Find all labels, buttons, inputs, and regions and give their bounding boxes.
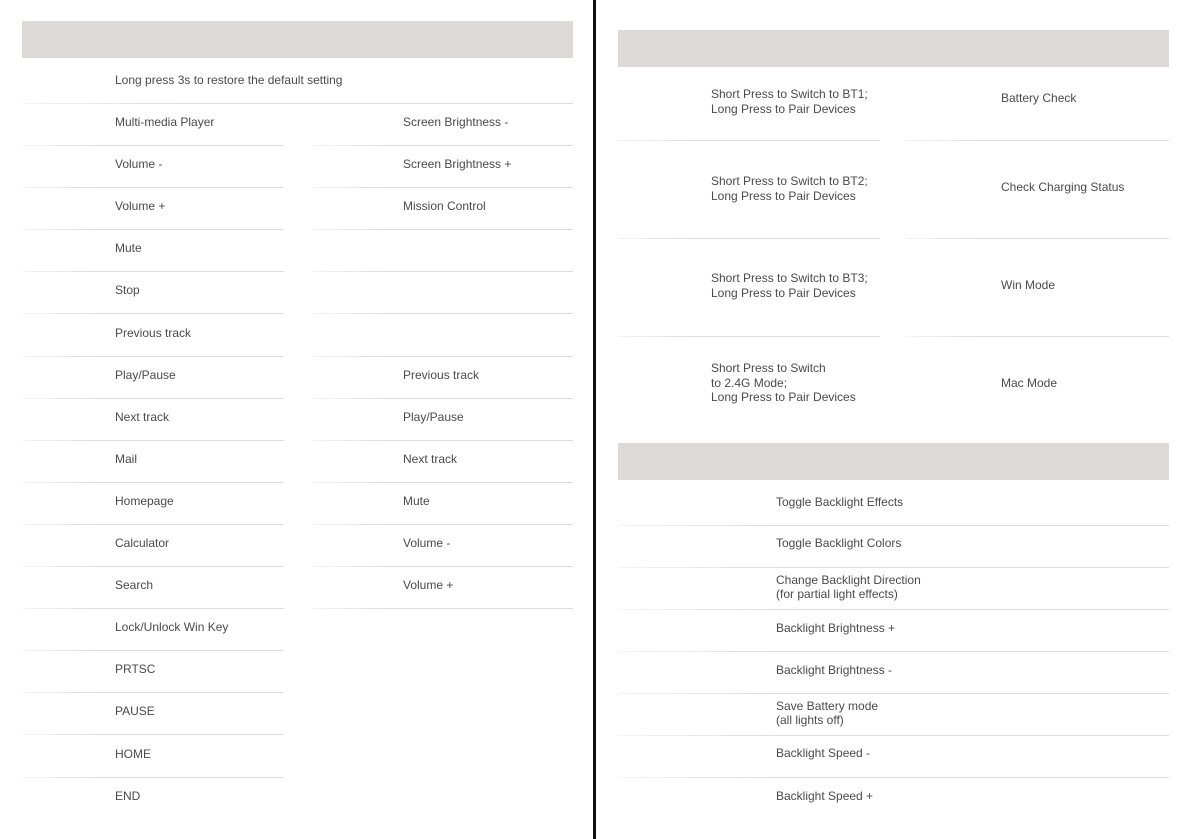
reset-note: Long press 3s to restore the default setting xyxy=(115,73,343,87)
row-divider xyxy=(906,140,1169,141)
connection-action-text: Long Press to Pair Devices xyxy=(711,390,856,404)
left-col1-label: PRTSC xyxy=(115,662,156,677)
connection-action-text: Short Press to Switch xyxy=(711,361,826,375)
connection-header-band xyxy=(618,30,1169,67)
left-col1-label: Volume - xyxy=(115,157,163,172)
row-divider xyxy=(312,271,573,272)
row-divider xyxy=(312,187,573,188)
left-col1-label: Mute xyxy=(115,241,142,256)
row-divider xyxy=(618,651,1169,652)
row-divider xyxy=(312,566,573,567)
row-divider xyxy=(618,693,1169,694)
connection-action-text: Short Press to Switch to BT2; xyxy=(711,174,868,188)
row-divider xyxy=(906,336,1169,337)
connection-action-text: Long Press to Pair Devices xyxy=(711,101,856,116)
row-divider xyxy=(22,524,284,525)
row-divider xyxy=(618,238,880,239)
row-divider xyxy=(22,229,284,230)
row-divider xyxy=(22,777,284,778)
row-divider xyxy=(618,609,1169,610)
backlight-function-text: Backlight Brightness - xyxy=(776,663,893,677)
row-divider xyxy=(618,140,880,141)
backlight-function-text: (for partial light effects) xyxy=(776,587,898,601)
connection-function-text: Mac Mode xyxy=(1001,376,1058,390)
connection-action-text: Long Press to Pair Devices xyxy=(711,188,856,203)
row-divider xyxy=(22,187,284,188)
connection-action-text: to 2.4G Mode; xyxy=(711,375,788,390)
row-divider xyxy=(618,336,880,337)
row-divider xyxy=(22,313,284,314)
backlight-function-text: Save Battery mode xyxy=(776,699,879,713)
left-col2-label: Mute xyxy=(403,493,430,508)
backlight-function-text: Toggle Backlight Colors xyxy=(776,536,902,550)
left-col1-label: Volume + xyxy=(115,199,166,214)
left-col2-label: Screen Brightness - xyxy=(403,115,509,129)
row-divider xyxy=(312,524,573,525)
left-col1-label: Lock/Unlock Win Key xyxy=(115,620,229,635)
left-col2-label: Screen Brightness + xyxy=(403,157,512,172)
row-divider xyxy=(312,608,573,609)
row-divider xyxy=(312,356,573,357)
left-col1-label: Next track xyxy=(115,409,170,424)
connection-function-text: Battery Check xyxy=(1001,91,1077,105)
left-col1-label: Calculator xyxy=(115,536,170,550)
left-col2-label: Volume + xyxy=(403,578,454,593)
backlight-function-text: (all lights off) xyxy=(776,713,844,727)
connection-action-text: Short Press to Switch to BT1; xyxy=(711,87,868,101)
page-divider xyxy=(593,0,596,839)
row-divider xyxy=(22,271,284,272)
left-col2-label: Play/Pause xyxy=(403,409,464,424)
left-col1-label: END xyxy=(115,788,141,803)
row-divider xyxy=(22,482,284,483)
backlight-function-text: Backlight Speed - xyxy=(776,746,871,760)
row-divider xyxy=(312,482,573,483)
row-divider xyxy=(22,356,284,357)
left-col1-label: Search xyxy=(115,578,154,593)
left-col1-label: Multi-media Player xyxy=(115,115,215,129)
backlight-function-text: Backlight Speed + xyxy=(776,789,874,803)
row-divider xyxy=(312,313,573,314)
backlight-function-text: Backlight Brightness + xyxy=(776,621,896,635)
left-col2-label: Volume - xyxy=(403,536,451,550)
connection-action-text: Long Press to Pair Devices xyxy=(711,285,856,300)
left-col1-label: Play/Pause xyxy=(115,367,176,382)
row-divider xyxy=(22,440,284,441)
backlight-function-text: Change Backlight Direction xyxy=(776,573,921,587)
backlight-function-text: Toggle Backlight Effects xyxy=(776,495,904,509)
row-divider xyxy=(618,777,1169,778)
row-divider xyxy=(22,145,284,146)
connection-function-text: Win Mode xyxy=(1001,278,1056,292)
row-divider xyxy=(22,692,284,693)
row-divider xyxy=(618,567,1169,568)
row-divider xyxy=(312,398,573,399)
left-col1-label: Stop xyxy=(115,283,140,298)
connection-function-text: Check Charging Status xyxy=(1001,180,1125,194)
left-col2-label: Next track xyxy=(403,451,458,466)
row-divider xyxy=(22,566,284,567)
left-col1-label: Mail xyxy=(115,451,138,466)
row-divider xyxy=(312,229,573,230)
row-divider xyxy=(22,650,284,651)
row-divider xyxy=(22,608,284,609)
row-divider xyxy=(22,734,284,735)
row-divider xyxy=(312,145,573,146)
row-divider xyxy=(22,398,284,399)
backlight-header-band xyxy=(618,443,1169,480)
left-col1-label: Previous track xyxy=(115,325,192,340)
left-col1-label: HOME xyxy=(115,746,151,761)
left-col2-label: Mission Control xyxy=(403,199,486,214)
left-header-band xyxy=(22,21,573,58)
connection-action-text: Short Press to Switch to BT3; xyxy=(711,271,868,285)
row-divider xyxy=(906,238,1169,239)
row-divider xyxy=(22,103,573,104)
row-divider xyxy=(618,735,1169,736)
row-divider xyxy=(618,525,1169,526)
left-col2-label: Previous track xyxy=(403,367,480,382)
row-divider xyxy=(312,440,573,441)
left-col1-label: PAUSE xyxy=(115,704,155,719)
left-col1-label: Homepage xyxy=(115,493,174,508)
